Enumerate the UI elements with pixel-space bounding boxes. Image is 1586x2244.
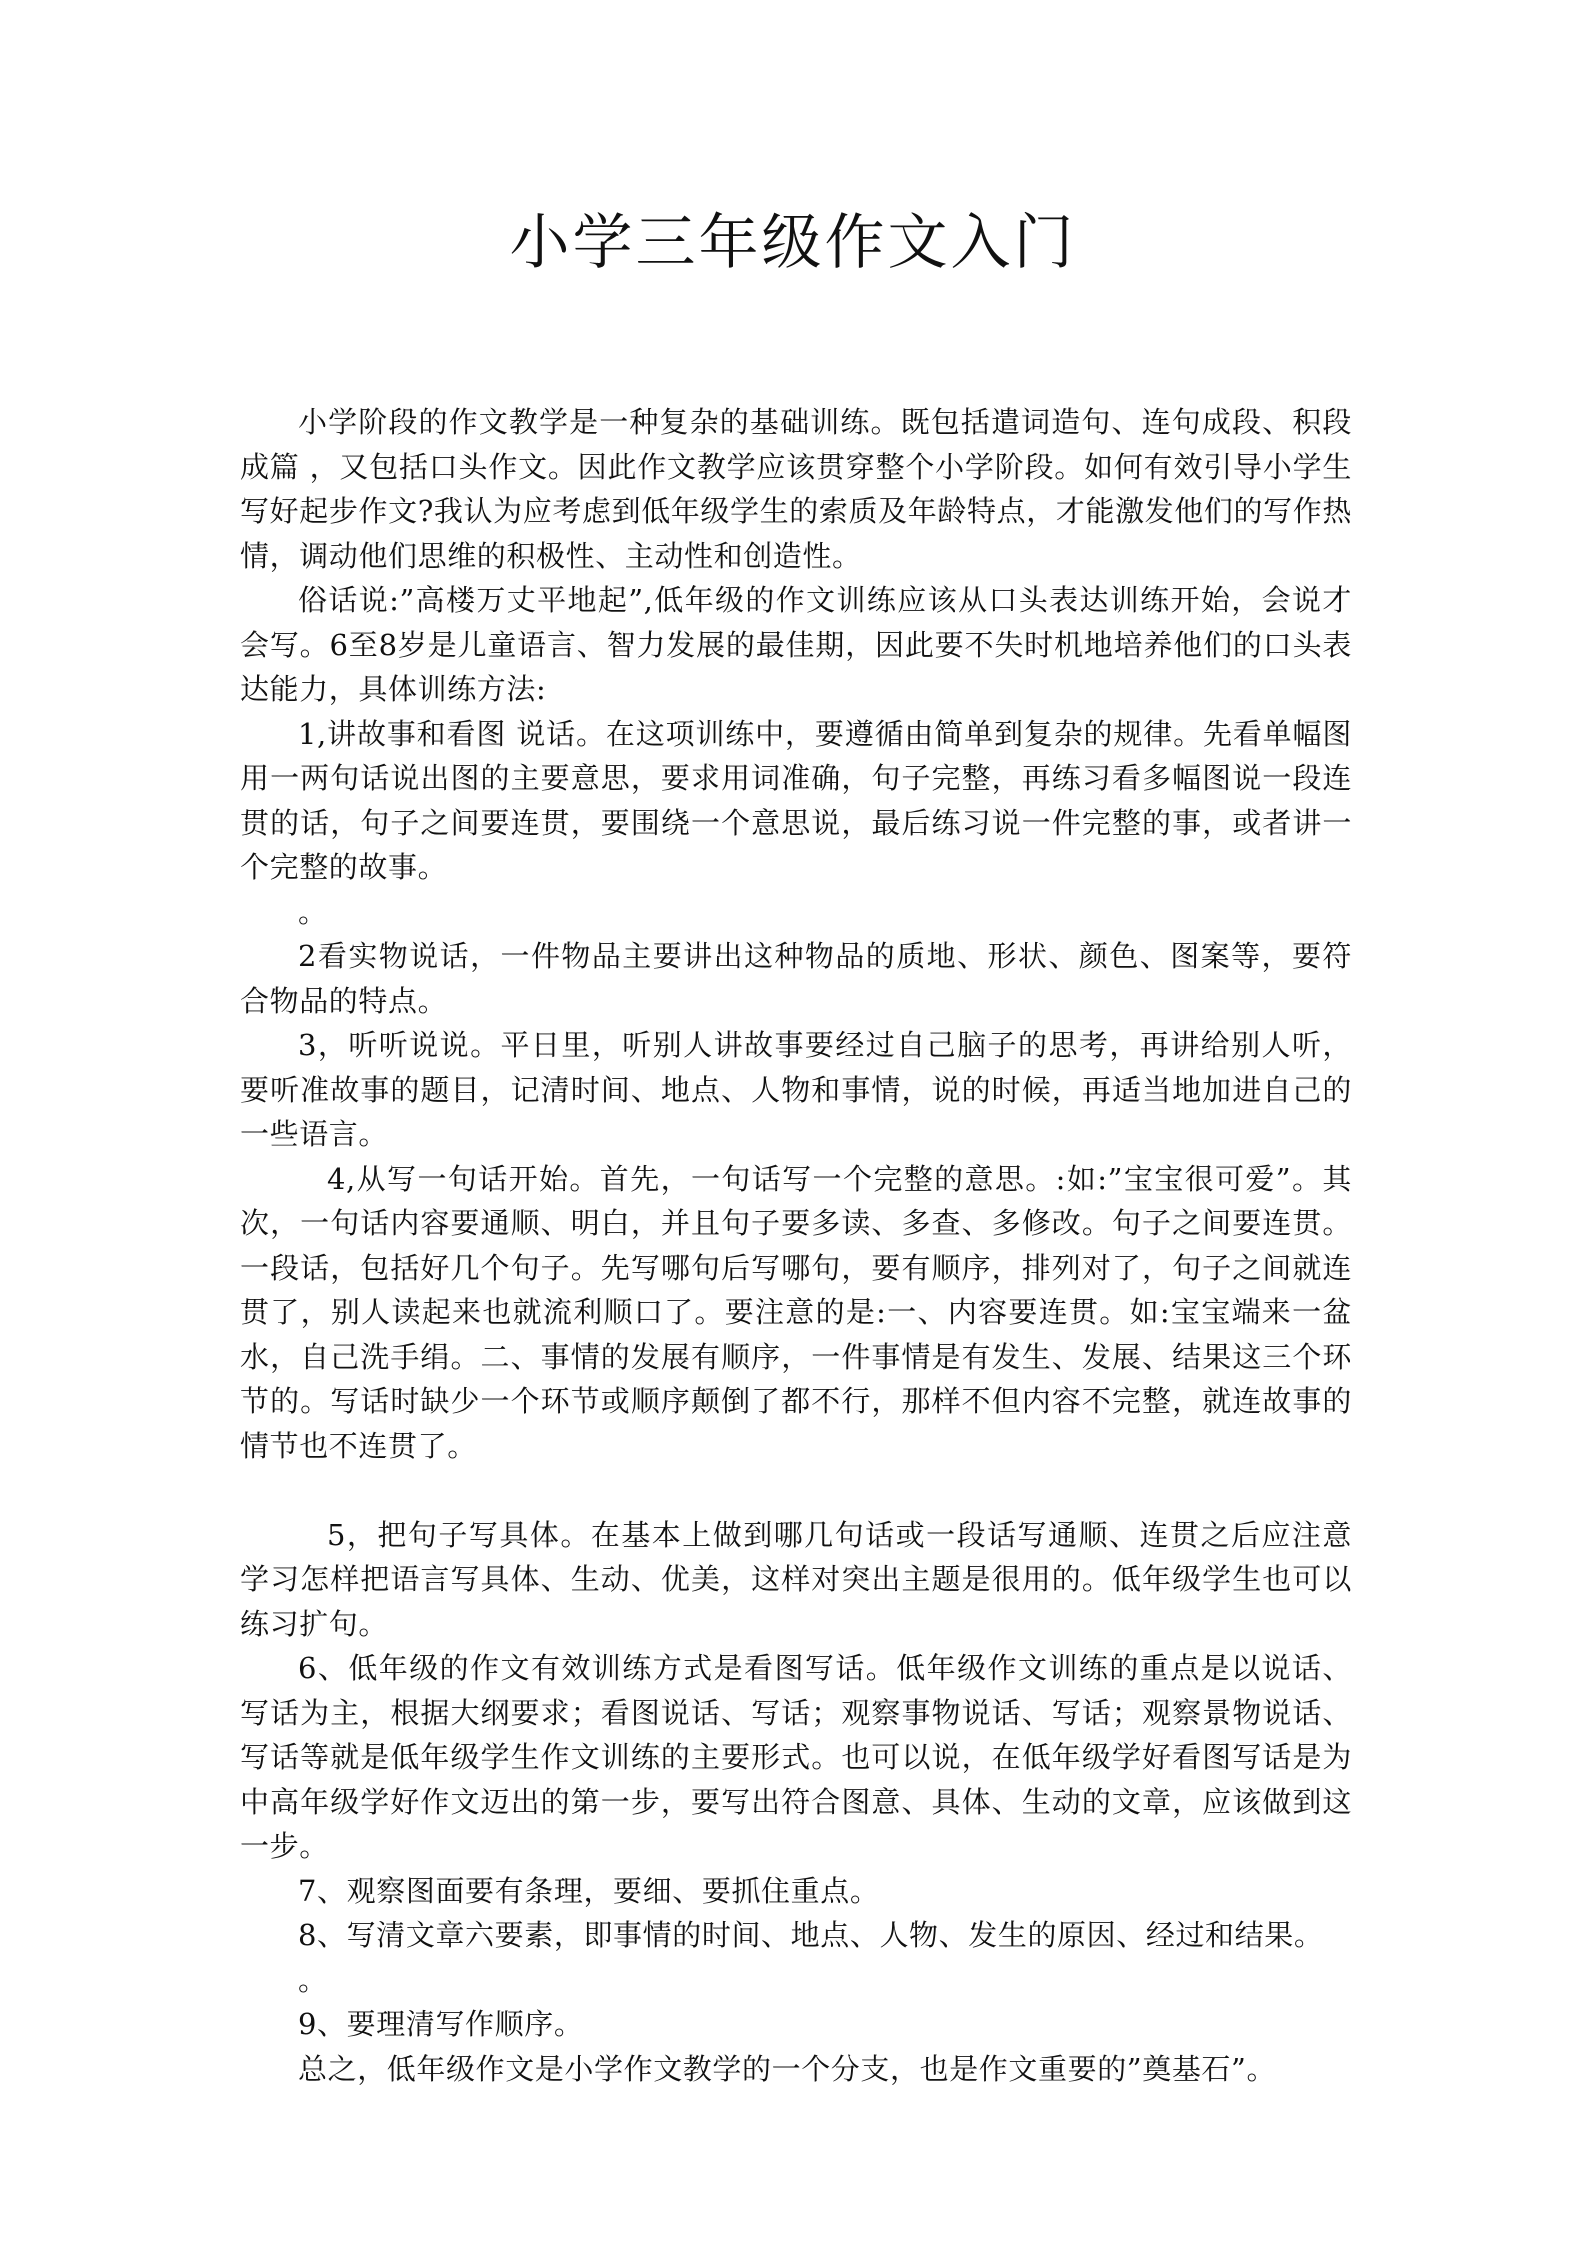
paragraph-method-8: 8、写清文章六要素，即事情的时间、地点、人物、发生的原因、经过和结果。 <box>298 1918 1324 1952</box>
paragraph-proverb: 俗话说:”高楼万丈平地起”,低年级的作文训练应该从口头表达训练开始，会说才会写。6至8岁是儿童语言、智力发展的最佳期，因此要不失时机地培养他们的口头表达能力，具体训练方法: <box>240 583 1352 706</box>
paragraph-method-1: 1,讲故事和看图 说话。在这项训练中，要遵循由简单到复杂的规律。先看单幅图用一两句话说出图的主要意思，要求用词准确，句子完整，再练习看多幅图说一段连贯的话，句子之间要连贯，要围绕一个意思说，最后练习说一件完整的事，或者讲一个完整的故事。 <box>240 716 1352 884</box>
paragraph-method-5: 5，把句子写具体。在基本上做到哪几句话或一段话写通顺、连贯之后应注意学习怎样把语言写具体、生动、优美，这样对突出主题是很用的。低年级学生也可以练习扩句。 <box>240 1517 1352 1641</box>
paragraph-intro: 小学阶段的作文教学是一种复杂的基础训练。既包括遣词造句、连句成段、积段 成篇 ，又包括口头作文。因此作文教学应该贯穿整个小学阶段。如何有效引导小学生写好起步作文?我认为应考虑到低年级学生的索质及年龄特点，才能激发他们的写作热情，调动他们思维的积极性、主动性和创造性。 <box>240 405 1352 573</box>
paragraph-method-6: 6、低年级的作文有效训练方式是看图写话。低年级作文训练的重点是以说话、写话为主，根据大纲要求；看图说话、写话；观察事物说话、写话；观察景物说话、写话等就是低年级学生作文训练的主要形式。也可以说，在低年级学好看图写话是为中高年级学好作文迈出的第一步，要写出符合图意、具体、生动的文章，应该做到这一步。 <box>240 1651 1352 1863</box>
paragraph-dot-1: 。 <box>298 894 328 929</box>
paragraph-method-2: 2看实物说话，一件物品主要讲出这种物品的质地、形状、颜色、图案等，要符合物品的特点。 <box>240 939 1352 1018</box>
article-body <box>240 400 1352 2091</box>
paragraph-method-9: 9、要理清写作顺序。 <box>298 2007 584 2041</box>
page-title: 小学三年级作文入门 <box>509 208 1077 278</box>
paragraph-dot-2: 。 <box>298 1962 328 1997</box>
paragraph-method-7: 7、观察图面要有条理，要细、要抓住重点。 <box>298 1873 880 1908</box>
paragraph-method-4: 4,从写一句话开始。首先，一句话写一个完整的意思。:如:”宝宝很可爱”。其次，一句话内容要通顺、明白，并且句子要多读、多查、多修改。句子之间要连贯。一段话，包括好几个句子。先写哪句后写哪句，要有顺序，排列对了，句子之间就连贯了，别人读起来也就流利顺口了。要注意的是:一、内容要连贯。如:宝宝端来一盆水，自己洗手绢。二、事情的发展有顺序，一件事情是有发生、发展、结果这三个环节的。写话时缺少一个环节或顺序颠倒了都不行，那样不但内容不完整，就连故事的情节也不连贯了。 <box>240 1161 1352 1463</box>
paragraph-conclusion: 总之，低年级作文是小学作文教学的一个分支，也是作文重要的”奠基石”。 <box>298 2051 1277 2086</box>
paragraph-method-3: 3，听听说说。平日里，听别人讲故事要经过自己脑子的思考，再讲给别人听，要听准故事的题目，记清时间、地点、人物和事情，说的时候，再适当地加进自己的一些语言。 <box>240 1028 1352 1151</box>
